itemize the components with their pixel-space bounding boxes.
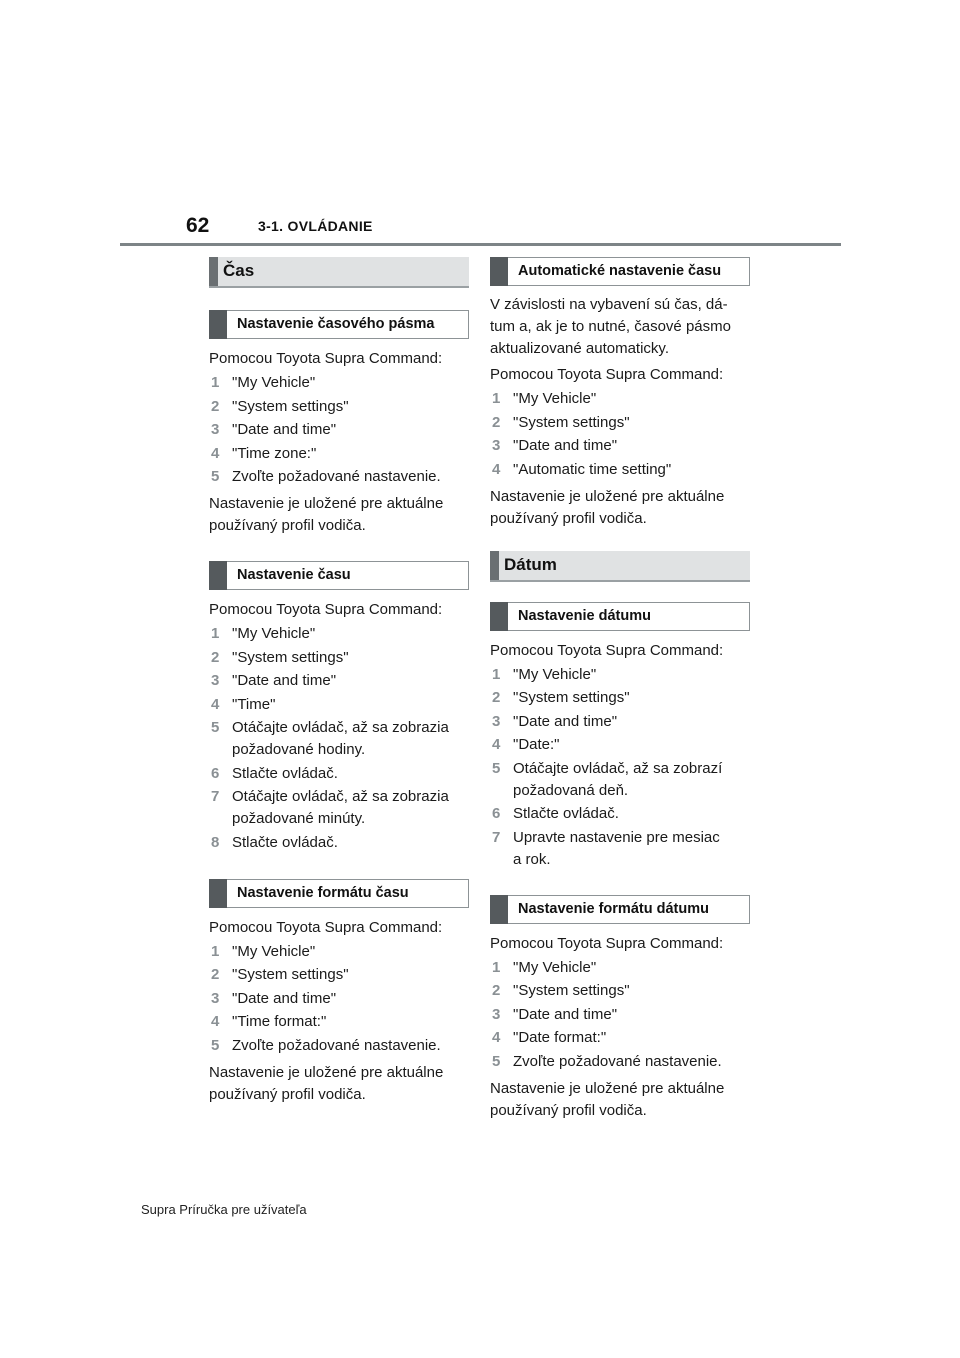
step-number: 3 bbox=[211, 421, 220, 438]
list-item bbox=[490, 412, 750, 434]
step-text: "My Vehicle" bbox=[232, 374, 316, 391]
step-number: 4 bbox=[492, 736, 501, 753]
step-number: 2 bbox=[211, 648, 220, 666]
step-text-cont: požadované minúty. bbox=[232, 810, 366, 827]
step-text-cont: a rok. bbox=[513, 850, 551, 868]
list-item bbox=[209, 647, 469, 669]
subheading-timezone: Nastavenie časového pásma bbox=[209, 310, 469, 339]
intro-text: Pomocou Toyota Supra Command: bbox=[209, 918, 443, 936]
intro-text: Pomocou Toyota Supra Command: bbox=[490, 934, 724, 952]
step-text-cont: požadovaná deň. bbox=[513, 781, 629, 799]
note-line: Nastavenie je uložené pre aktuálne bbox=[209, 1063, 444, 1081]
list-item bbox=[490, 711, 750, 733]
list-item bbox=[209, 466, 469, 488]
list-item bbox=[490, 1027, 750, 1049]
step-text: Stlačte ovládač. bbox=[232, 764, 338, 782]
note-line: Nastavenie je uložené pre aktuálne bbox=[209, 495, 444, 512]
list-item bbox=[209, 1011, 469, 1033]
steps-list-auto-time bbox=[490, 388, 750, 481]
step-number: 5 bbox=[211, 719, 220, 736]
list-item bbox=[209, 832, 469, 854]
step-text: Otáčajte ovládač, až sa zobrazí bbox=[513, 759, 723, 777]
intro-text: Pomocou Toyota Supra Command: bbox=[490, 366, 724, 383]
note-line: používaný profil vodiča. bbox=[490, 1101, 647, 1119]
list-item bbox=[209, 988, 469, 1010]
step-number: 4 bbox=[211, 444, 220, 462]
step-text: "Time format:" bbox=[232, 1013, 327, 1030]
step-number: 8 bbox=[211, 833, 220, 851]
steps-list-time-format bbox=[209, 941, 469, 1057]
list-item bbox=[209, 964, 469, 986]
list-item bbox=[490, 827, 750, 871]
step-number: 2 bbox=[211, 966, 220, 983]
intro-text: Pomocou Toyota Supra Command: bbox=[209, 350, 443, 367]
steps-list-time bbox=[209, 623, 469, 854]
subheading-date: Nastavenie dátumu bbox=[490, 602, 750, 631]
right-column bbox=[490, 257, 750, 1122]
step-number: 2 bbox=[211, 397, 220, 415]
step-number: 4 bbox=[211, 695, 220, 713]
step-text: "My Vehicle" bbox=[232, 942, 316, 960]
step-text: Zvoľte požadované nastavenie. bbox=[232, 1036, 441, 1054]
section-heading-date: Dátum bbox=[490, 551, 750, 582]
step-number: 7 bbox=[211, 788, 220, 805]
subheading-time: Nastavenie času bbox=[209, 561, 469, 590]
step-number: 2 bbox=[492, 413, 501, 431]
list-item bbox=[490, 758, 750, 802]
list-item bbox=[209, 763, 469, 785]
step-text: "Date and time" bbox=[232, 421, 337, 438]
step-text: "Date and time" bbox=[513, 1005, 618, 1023]
list-item bbox=[209, 419, 469, 441]
steps-list-date-format bbox=[490, 957, 750, 1073]
step-text: "Date format:" bbox=[513, 1029, 607, 1046]
step-text: Upravte nastavenie pre mesiac bbox=[513, 828, 720, 846]
step-text: "System settings" bbox=[513, 413, 630, 431]
step-number: 2 bbox=[492, 689, 501, 706]
step-number: 3 bbox=[211, 672, 220, 689]
step-text: "My Vehicle" bbox=[513, 958, 597, 976]
step-text: "Automatic time setting" bbox=[513, 460, 672, 478]
note-line: Nastavenie je uložené pre aktuálne bbox=[490, 487, 725, 505]
step-number: 1 bbox=[492, 958, 501, 976]
step-number: 5 bbox=[492, 1052, 501, 1070]
step-text: "Date and time" bbox=[232, 672, 337, 689]
list-item bbox=[209, 1035, 469, 1057]
list-item bbox=[209, 717, 469, 761]
step-text: "My Vehicle" bbox=[513, 390, 597, 407]
note-line: používaný profil vodiča. bbox=[490, 509, 647, 527]
list-item bbox=[490, 664, 750, 686]
list-item bbox=[490, 803, 750, 825]
list-item bbox=[490, 459, 750, 481]
step-text: "Date:" bbox=[513, 736, 560, 753]
list-item bbox=[490, 435, 750, 457]
step-number: 4 bbox=[492, 1029, 501, 1046]
step-number: 7 bbox=[492, 828, 501, 846]
list-item bbox=[209, 443, 469, 465]
step-number: 4 bbox=[492, 460, 501, 478]
step-text: "My Vehicle" bbox=[232, 625, 316, 642]
note-line: používaný profil vodiča. bbox=[209, 1085, 366, 1103]
step-number: 5 bbox=[492, 759, 501, 777]
list-item bbox=[490, 687, 750, 709]
step-number: 6 bbox=[211, 764, 220, 782]
note-line: Nastavenie je uložené pre aktuálne bbox=[490, 1079, 725, 1097]
step-number: 1 bbox=[211, 374, 220, 391]
step-number: 3 bbox=[492, 1005, 501, 1023]
step-number: 6 bbox=[492, 805, 501, 822]
list-item bbox=[490, 734, 750, 756]
step-text: "Time zone:" bbox=[232, 444, 317, 462]
list-item bbox=[490, 957, 750, 979]
step-number: 5 bbox=[211, 468, 220, 485]
desc-line: V závislosti na vybavení sú čas, dá- bbox=[490, 296, 728, 313]
note-line: používaný profil vodiča. bbox=[209, 517, 366, 534]
step-number: 1 bbox=[492, 665, 501, 683]
step-text: "Date and time" bbox=[232, 989, 337, 1007]
step-text: "System settings" bbox=[513, 982, 630, 999]
step-text: "Date and time" bbox=[513, 437, 618, 454]
step-text: Stlačte ovládač. bbox=[232, 833, 338, 851]
intro-text: Pomocou Toyota Supra Command: bbox=[209, 601, 443, 618]
step-text: "Date and time" bbox=[513, 712, 618, 730]
chapter-title: 3-1. OVLÁDANIE bbox=[258, 218, 373, 234]
step-number: 4 bbox=[211, 1013, 220, 1030]
list-item bbox=[209, 694, 469, 716]
step-number: 1 bbox=[211, 942, 220, 960]
subheading-time-format: Nastavenie formátu času bbox=[209, 879, 469, 908]
steps-list-date bbox=[490, 664, 750, 871]
step-text: "System settings" bbox=[232, 397, 349, 415]
list-item bbox=[209, 623, 469, 645]
list-item bbox=[209, 372, 469, 394]
steps-list-timezone bbox=[209, 372, 469, 488]
desc-line: tum a, ak je to nutné, časové pásmo bbox=[490, 318, 731, 335]
subheading-date-format: Nastavenie formátu dátumu bbox=[490, 895, 750, 924]
desc-line: aktualizované automaticky. bbox=[490, 340, 669, 357]
step-text: Stlačte ovládač. bbox=[513, 805, 619, 822]
page-number: 62 bbox=[186, 214, 210, 237]
list-item bbox=[490, 980, 750, 1002]
intro-text: Pomocou Toyota Supra Command: bbox=[490, 641, 724, 659]
step-number: 3 bbox=[492, 712, 501, 730]
list-item bbox=[490, 1004, 750, 1026]
step-number: 1 bbox=[211, 625, 220, 642]
step-text: "System settings" bbox=[513, 689, 630, 706]
step-number: 1 bbox=[492, 390, 501, 407]
footer-manual-title: Supra Príručka pre užívateľa bbox=[141, 1202, 307, 1217]
list-item bbox=[209, 396, 469, 418]
step-number: 5 bbox=[211, 1036, 220, 1054]
subheading-auto-time: Automatické nastavenie času bbox=[490, 257, 750, 286]
list-item bbox=[490, 388, 750, 410]
step-text: "Time" bbox=[232, 695, 276, 713]
step-number: 3 bbox=[211, 989, 220, 1007]
section-heading-time: Čas bbox=[209, 257, 469, 288]
step-text: Zvoľte požadované nastavenie. bbox=[232, 468, 441, 485]
step-text: Otáčajte ovládač, až sa zobrazia bbox=[232, 788, 449, 805]
step-number: 2 bbox=[492, 982, 501, 999]
list-item bbox=[209, 941, 469, 963]
step-number: 3 bbox=[492, 437, 501, 454]
step-text-cont: požadované hodiny. bbox=[232, 741, 366, 758]
step-text: Otáčajte ovládač, až sa zobrazia bbox=[232, 719, 449, 736]
list-item bbox=[209, 670, 469, 692]
step-text: "System settings" bbox=[232, 966, 349, 983]
left-column bbox=[209, 257, 469, 1106]
list-item bbox=[490, 1051, 750, 1073]
step-text: Zvoľte požadované nastavenie. bbox=[513, 1052, 722, 1070]
step-text: "System settings" bbox=[232, 648, 349, 666]
step-text: "My Vehicle" bbox=[513, 665, 597, 683]
list-item bbox=[209, 786, 469, 830]
header-rule bbox=[120, 243, 841, 246]
